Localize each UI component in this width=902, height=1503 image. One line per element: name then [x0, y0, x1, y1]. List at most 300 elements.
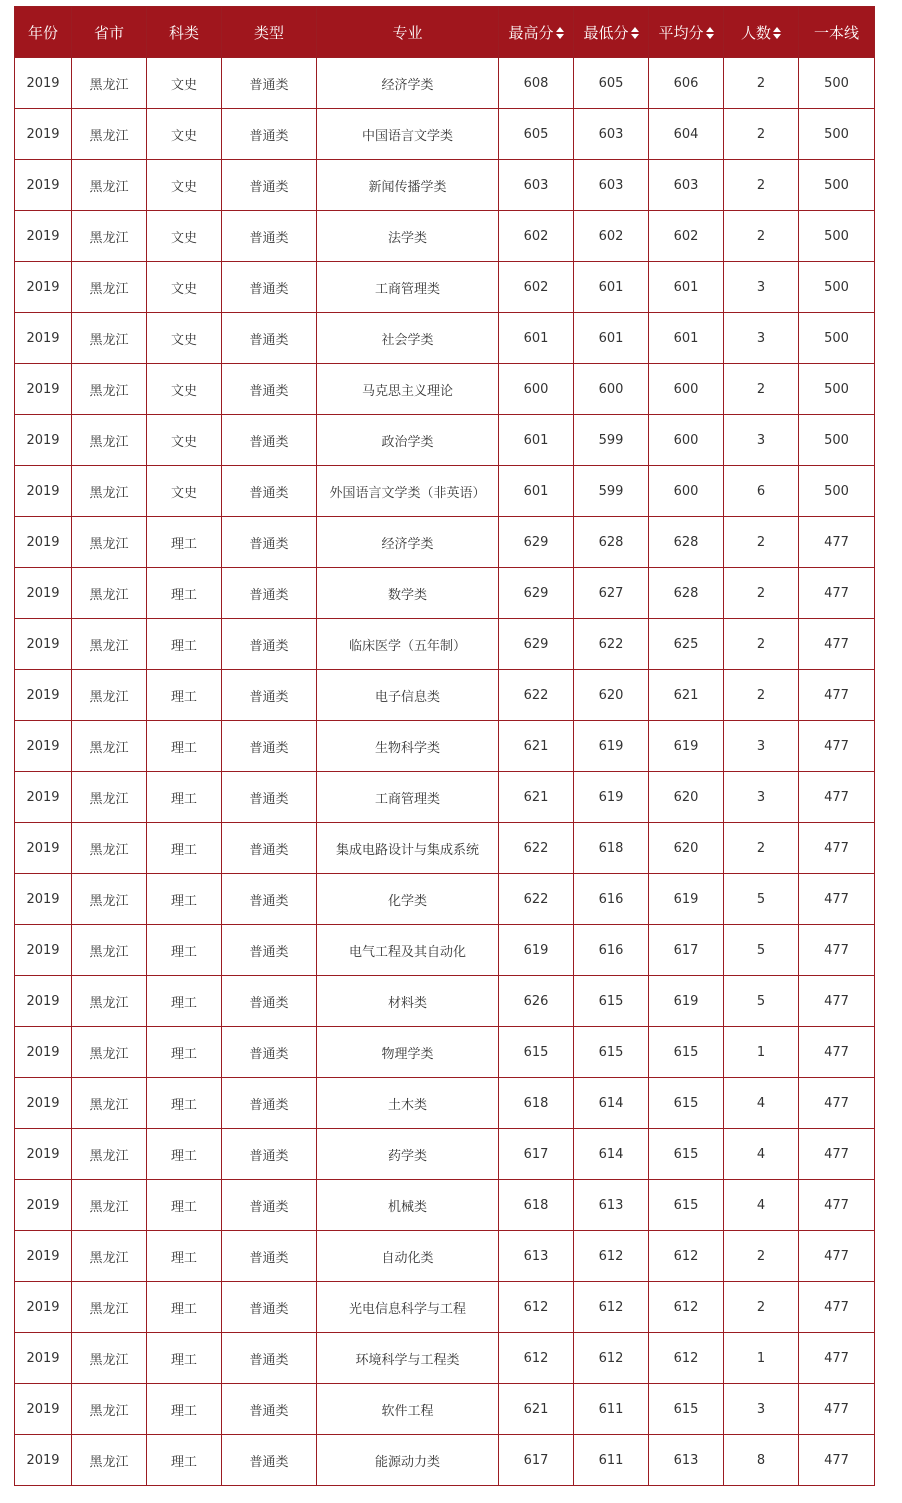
cell-province: 黑龙江 [72, 1384, 147, 1435]
cell-min: 603 [574, 160, 649, 211]
cell-count: 4 [724, 1180, 799, 1231]
cell-type: 普通类 [222, 568, 317, 619]
cell-category: 文史 [147, 109, 222, 160]
cell-major: 物理学类 [317, 1027, 499, 1078]
cell-province: 黑龙江 [72, 874, 147, 925]
column-header-major [317, 7, 499, 58]
cell-max: 621 [499, 721, 574, 772]
table-row [15, 364, 875, 415]
cell-province: 黑龙江 [72, 415, 147, 466]
cell-category: 理工 [147, 568, 222, 619]
cell-type: 普通类 [222, 1180, 317, 1231]
table-row [15, 568, 875, 619]
cell-major: 自动化类 [317, 1231, 499, 1282]
cell-count: 3 [724, 313, 799, 364]
cell-count: 4 [724, 1129, 799, 1180]
cell-province: 黑龙江 [72, 1231, 147, 1282]
cell-min: 619 [574, 721, 649, 772]
cell-year: 2019 [15, 568, 72, 619]
column-header-label: 专业 [392, 23, 423, 42]
sort-arrows-icon[interactable] [631, 27, 639, 39]
cell-province: 黑龙江 [72, 1333, 147, 1384]
table-row [15, 1078, 875, 1129]
cell-type: 普通类 [222, 517, 317, 568]
cell-category: 文史 [147, 466, 222, 517]
cell-max: 617 [499, 1129, 574, 1180]
cell-count: 5 [724, 925, 799, 976]
cell-count: 5 [724, 874, 799, 925]
cell-major: 集成电路设计与集成系统 [317, 823, 499, 874]
cell-min: 612 [574, 1282, 649, 1333]
cell-year: 2019 [15, 823, 72, 874]
cell-max: 629 [499, 619, 574, 670]
cell-min: 605 [574, 58, 649, 109]
cell-avg: 615 [649, 1129, 724, 1180]
cell-major: 软件工程 [317, 1384, 499, 1435]
cell-line: 477 [799, 823, 875, 874]
cell-major: 中国语言文学类 [317, 109, 499, 160]
cell-major: 光电信息科学与工程 [317, 1282, 499, 1333]
cell-province: 黑龙江 [72, 364, 147, 415]
cell-count: 2 [724, 364, 799, 415]
cell-category: 文史 [147, 58, 222, 109]
cell-line: 477 [799, 517, 875, 568]
cell-line: 477 [799, 568, 875, 619]
cell-type: 普通类 [222, 1078, 317, 1129]
cell-year: 2019 [15, 1384, 72, 1435]
cell-type: 普通类 [222, 1282, 317, 1333]
cell-avg: 613 [649, 1435, 724, 1486]
cell-min: 600 [574, 364, 649, 415]
table-row [15, 670, 875, 721]
cell-min: 611 [574, 1384, 649, 1435]
cell-year: 2019 [15, 211, 72, 262]
cell-category: 理工 [147, 1231, 222, 1282]
cell-avg: 620 [649, 823, 724, 874]
cell-province: 黑龙江 [72, 823, 147, 874]
table-row [15, 262, 875, 313]
cell-category: 理工 [147, 1078, 222, 1129]
cell-major: 工商管理类 [317, 262, 499, 313]
cell-year: 2019 [15, 1333, 72, 1384]
cell-min: 615 [574, 976, 649, 1027]
cell-province: 黑龙江 [72, 619, 147, 670]
column-header-label: 类型 [253, 23, 284, 42]
cell-type: 普通类 [222, 721, 317, 772]
cell-min: 599 [574, 415, 649, 466]
cell-avg: 600 [649, 415, 724, 466]
cell-max: 601 [499, 415, 574, 466]
cell-line: 477 [799, 925, 875, 976]
cell-avg: 601 [649, 262, 724, 313]
cell-line: 477 [799, 1282, 875, 1333]
cell-max: 612 [499, 1333, 574, 1384]
cell-major: 政治学类 [317, 415, 499, 466]
cell-min: 603 [574, 109, 649, 160]
cell-province: 黑龙江 [72, 1435, 147, 1486]
cell-category: 理工 [147, 823, 222, 874]
table-row [15, 313, 875, 364]
table-row [15, 772, 875, 823]
cell-year: 2019 [15, 160, 72, 211]
cell-category: 文史 [147, 415, 222, 466]
cell-line: 500 [799, 160, 875, 211]
cell-major: 环境科学与工程类 [317, 1333, 499, 1384]
cell-count: 2 [724, 619, 799, 670]
cell-province: 黑龙江 [72, 670, 147, 721]
cell-province: 黑龙江 [72, 211, 147, 262]
cell-count: 3 [724, 772, 799, 823]
cell-max: 618 [499, 1180, 574, 1231]
cell-max: 601 [499, 466, 574, 517]
cell-avg: 606 [649, 58, 724, 109]
table-row [15, 211, 875, 262]
cell-avg: 600 [649, 466, 724, 517]
column-header-year [15, 7, 72, 58]
cell-min: 614 [574, 1078, 649, 1129]
column-header-count[interactable] [724, 7, 799, 58]
cell-avg: 601 [649, 313, 724, 364]
cell-line: 500 [799, 58, 875, 109]
cell-category: 文史 [147, 313, 222, 364]
admission-scores-table-wrapper [14, 6, 875, 1486]
cell-count: 1 [724, 1333, 799, 1384]
cell-type: 普通类 [222, 1027, 317, 1078]
column-header-line [799, 7, 875, 58]
cell-major: 临床医学（五年制） [317, 619, 499, 670]
cell-province: 黑龙江 [72, 517, 147, 568]
table-row [15, 58, 875, 109]
cell-line: 477 [799, 874, 875, 925]
cell-category: 理工 [147, 1435, 222, 1486]
cell-count: 5 [724, 976, 799, 1027]
table-row [15, 415, 875, 466]
cell-line: 500 [799, 211, 875, 262]
cell-count: 2 [724, 568, 799, 619]
cell-line: 477 [799, 1384, 875, 1435]
cell-avg: 603 [649, 160, 724, 211]
table-row [15, 1384, 875, 1435]
cell-count: 3 [724, 721, 799, 772]
cell-category: 理工 [147, 517, 222, 568]
table-row [15, 1129, 875, 1180]
cell-year: 2019 [15, 262, 72, 313]
cell-year: 2019 [15, 1282, 72, 1333]
cell-province: 黑龙江 [72, 466, 147, 517]
cell-min: 599 [574, 466, 649, 517]
cell-year: 2019 [15, 1027, 72, 1078]
cell-avg: 620 [649, 772, 724, 823]
cell-line: 477 [799, 772, 875, 823]
column-header-label: 人数 [740, 23, 771, 42]
table-row [15, 109, 875, 160]
cell-province: 黑龙江 [72, 58, 147, 109]
cell-min: 612 [574, 1333, 649, 1384]
cell-type: 普通类 [222, 925, 317, 976]
cell-line: 477 [799, 1078, 875, 1129]
column-header-label: 科类 [168, 23, 199, 42]
cell-type: 普通类 [222, 262, 317, 313]
cell-avg: 621 [649, 670, 724, 721]
table-row [15, 976, 875, 1027]
column-header-label: 最低分 [583, 23, 629, 42]
cell-major: 化学类 [317, 874, 499, 925]
sort-arrows-icon[interactable] [556, 27, 564, 39]
cell-min: 614 [574, 1129, 649, 1180]
cell-category: 理工 [147, 976, 222, 1027]
table-row [15, 1435, 875, 1486]
cell-line: 500 [799, 262, 875, 313]
column-header-avg[interactable] [649, 7, 724, 58]
cell-province: 黑龙江 [72, 109, 147, 160]
cell-year: 2019 [15, 772, 72, 823]
cell-year: 2019 [15, 721, 72, 772]
cell-avg: 619 [649, 874, 724, 925]
cell-province: 黑龙江 [72, 160, 147, 211]
cell-avg: 615 [649, 1027, 724, 1078]
cell-count: 2 [724, 1231, 799, 1282]
column-header-label: 省市 [93, 23, 124, 42]
cell-type: 普通类 [222, 1231, 317, 1282]
cell-type: 普通类 [222, 211, 317, 262]
cell-min: 612 [574, 1231, 649, 1282]
cell-category: 理工 [147, 772, 222, 823]
cell-year: 2019 [15, 415, 72, 466]
cell-max: 621 [499, 1384, 574, 1435]
cell-category: 理工 [147, 721, 222, 772]
cell-province: 黑龙江 [72, 721, 147, 772]
table-row [15, 1027, 875, 1078]
cell-count: 2 [724, 109, 799, 160]
cell-category: 文史 [147, 364, 222, 415]
admission-scores-table [14, 6, 875, 1486]
cell-max: 622 [499, 823, 574, 874]
cell-year: 2019 [15, 976, 72, 1027]
cell-line: 477 [799, 619, 875, 670]
cell-count: 1 [724, 1027, 799, 1078]
cell-major: 电子信息类 [317, 670, 499, 721]
cell-province: 黑龙江 [72, 1180, 147, 1231]
cell-major: 法学类 [317, 211, 499, 262]
cell-avg: 628 [649, 568, 724, 619]
cell-province: 黑龙江 [72, 262, 147, 313]
cell-category: 理工 [147, 1129, 222, 1180]
table-row [15, 874, 875, 925]
cell-min: 613 [574, 1180, 649, 1231]
cell-major: 材料类 [317, 976, 499, 1027]
cell-major: 药学类 [317, 1129, 499, 1180]
cell-category: 理工 [147, 1180, 222, 1231]
cell-year: 2019 [15, 1129, 72, 1180]
cell-avg: 604 [649, 109, 724, 160]
cell-line: 477 [799, 1435, 875, 1486]
cell-major: 马克思主义理论 [317, 364, 499, 415]
cell-type: 普通类 [222, 1435, 317, 1486]
cell-year: 2019 [15, 1078, 72, 1129]
cell-category: 文史 [147, 211, 222, 262]
table-row [15, 1231, 875, 1282]
cell-min: 602 [574, 211, 649, 262]
cell-max: 600 [499, 364, 574, 415]
cell-type: 普通类 [222, 976, 317, 1027]
cell-category: 理工 [147, 1027, 222, 1078]
cell-major: 电气工程及其自动化 [317, 925, 499, 976]
column-header-max[interactable] [499, 7, 574, 58]
cell-type: 普通类 [222, 1129, 317, 1180]
cell-line: 477 [799, 670, 875, 721]
cell-province: 黑龙江 [72, 1027, 147, 1078]
cell-year: 2019 [15, 466, 72, 517]
cell-category: 理工 [147, 619, 222, 670]
cell-type: 普通类 [222, 160, 317, 211]
cell-category: 理工 [147, 670, 222, 721]
cell-type: 普通类 [222, 313, 317, 364]
cell-count: 2 [724, 160, 799, 211]
cell-count: 2 [724, 1282, 799, 1333]
cell-avg: 600 [649, 364, 724, 415]
cell-avg: 602 [649, 211, 724, 262]
table-row [15, 619, 875, 670]
column-header-label: 最高分 [508, 23, 554, 42]
cell-year: 2019 [15, 670, 72, 721]
cell-max: 619 [499, 925, 574, 976]
cell-major: 能源动力类 [317, 1435, 499, 1486]
cell-category: 理工 [147, 874, 222, 925]
cell-avg: 612 [649, 1231, 724, 1282]
cell-province: 黑龙江 [72, 1282, 147, 1333]
table-row [15, 1282, 875, 1333]
cell-line: 500 [799, 415, 875, 466]
cell-avg: 612 [649, 1282, 724, 1333]
cell-province: 黑龙江 [72, 568, 147, 619]
cell-category: 文史 [147, 262, 222, 313]
cell-max: 602 [499, 211, 574, 262]
cell-type: 普通类 [222, 58, 317, 109]
table-row [15, 466, 875, 517]
cell-year: 2019 [15, 925, 72, 976]
cell-major: 工商管理类 [317, 772, 499, 823]
cell-line: 477 [799, 1333, 875, 1384]
column-header-category [147, 7, 222, 58]
table-row [15, 721, 875, 772]
cell-avg: 615 [649, 1078, 724, 1129]
cell-max: 629 [499, 568, 574, 619]
table-row [15, 160, 875, 211]
cell-max: 605 [499, 109, 574, 160]
cell-year: 2019 [15, 874, 72, 925]
cell-year: 2019 [15, 58, 72, 109]
cell-count: 3 [724, 415, 799, 466]
cell-line: 477 [799, 1180, 875, 1231]
cell-category: 文史 [147, 160, 222, 211]
cell-type: 普通类 [222, 874, 317, 925]
cell-year: 2019 [15, 619, 72, 670]
cell-type: 普通类 [222, 1384, 317, 1435]
cell-count: 2 [724, 517, 799, 568]
cell-max: 626 [499, 976, 574, 1027]
cell-major: 数学类 [317, 568, 499, 619]
cell-year: 2019 [15, 1231, 72, 1282]
cell-avg: 619 [649, 721, 724, 772]
cell-count: 2 [724, 211, 799, 262]
cell-max: 612 [499, 1282, 574, 1333]
cell-min: 618 [574, 823, 649, 874]
table-row [15, 1333, 875, 1384]
cell-province: 黑龙江 [72, 313, 147, 364]
sort-arrows-icon[interactable] [706, 27, 714, 39]
cell-max: 603 [499, 160, 574, 211]
cell-line: 500 [799, 364, 875, 415]
cell-min: 628 [574, 517, 649, 568]
cell-type: 普通类 [222, 415, 317, 466]
cell-major: 生物科学类 [317, 721, 499, 772]
cell-major: 经济学类 [317, 58, 499, 109]
cell-category: 理工 [147, 1384, 222, 1435]
cell-year: 2019 [15, 313, 72, 364]
cell-type: 普通类 [222, 823, 317, 874]
cell-year: 2019 [15, 517, 72, 568]
cell-min: 622 [574, 619, 649, 670]
cell-major: 社会学类 [317, 313, 499, 364]
cell-min: 616 [574, 925, 649, 976]
cell-line: 477 [799, 1129, 875, 1180]
cell-count: 2 [724, 670, 799, 721]
cell-avg: 625 [649, 619, 724, 670]
cell-max: 615 [499, 1027, 574, 1078]
cell-line: 500 [799, 466, 875, 517]
cell-major: 土木类 [317, 1078, 499, 1129]
cell-max: 617 [499, 1435, 574, 1486]
cell-year: 2019 [15, 1435, 72, 1486]
cell-min: 601 [574, 313, 649, 364]
column-header-label: 平均分 [658, 23, 704, 42]
table-row [15, 823, 875, 874]
cell-avg: 628 [649, 517, 724, 568]
cell-count: 4 [724, 1078, 799, 1129]
cell-major: 外国语言文学类（非英语） [317, 466, 499, 517]
column-header-type [222, 7, 317, 58]
cell-max: 622 [499, 874, 574, 925]
cell-type: 普通类 [222, 364, 317, 415]
cell-type: 普通类 [222, 466, 317, 517]
cell-min: 611 [574, 1435, 649, 1486]
cell-province: 黑龙江 [72, 772, 147, 823]
cell-year: 2019 [15, 1180, 72, 1231]
column-header-min[interactable] [574, 7, 649, 58]
cell-min: 619 [574, 772, 649, 823]
cell-max: 622 [499, 670, 574, 721]
cell-type: 普通类 [222, 1333, 317, 1384]
sort-arrows-icon[interactable] [773, 27, 781, 39]
cell-avg: 615 [649, 1384, 724, 1435]
cell-count: 2 [724, 823, 799, 874]
cell-max: 613 [499, 1231, 574, 1282]
cell-type: 普通类 [222, 619, 317, 670]
cell-category: 理工 [147, 1333, 222, 1384]
cell-count: 2 [724, 58, 799, 109]
cell-province: 黑龙江 [72, 925, 147, 976]
cell-count: 3 [724, 262, 799, 313]
cell-avg: 615 [649, 1180, 724, 1231]
cell-year: 2019 [15, 364, 72, 415]
cell-province: 黑龙江 [72, 1129, 147, 1180]
table-row [15, 517, 875, 568]
cell-avg: 617 [649, 925, 724, 976]
cell-max: 618 [499, 1078, 574, 1129]
cell-max: 608 [499, 58, 574, 109]
cell-max: 629 [499, 517, 574, 568]
table-body [15, 58, 875, 1486]
